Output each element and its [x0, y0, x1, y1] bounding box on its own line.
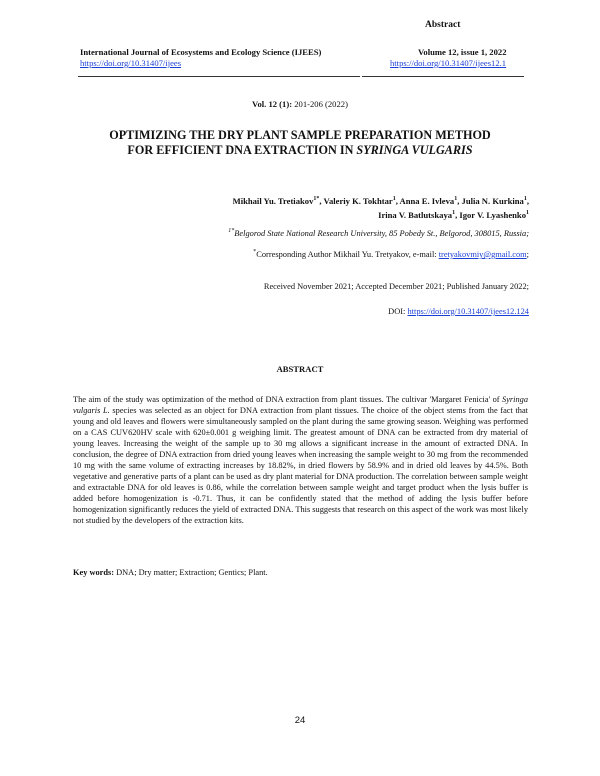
- abstract-body: [73, 394, 528, 526]
- affiliation: [89, 228, 529, 238]
- author-sup: 1: [454, 196, 458, 202]
- author-sup: 1: [523, 196, 527, 202]
- author-name: Igor V. Lyashenko: [459, 209, 526, 220]
- author-sup: 1: [392, 196, 396, 202]
- keywords-text: DNA; Dry matter; Extraction; Gentics; Plant.: [114, 568, 268, 577]
- doi-link[interactable]: https://doi.org/10.31407/ijees12.124: [407, 307, 529, 316]
- author-sup: 1*: [313, 196, 320, 202]
- paper-title: [60, 128, 540, 158]
- issue-doi-link[interactable]: https://doi.org/10.31407/ijees12.1: [390, 58, 507, 68]
- header-abstract-label: Abstract: [425, 20, 461, 30]
- title-species: SYRINGA VULGARIS: [356, 143, 473, 157]
- keywords: [73, 568, 528, 577]
- author-sup: 1: [526, 209, 529, 216]
- corresponding-text: Corresponding Author Mikhail Yu. Tretyakov, e-mail:: [256, 249, 439, 259]
- journal-doi-link[interactable]: https://doi.org/10.31407/ijees: [80, 58, 182, 68]
- issue-header: [390, 47, 507, 69]
- author-sup: 1: [452, 209, 456, 216]
- article-doi: [89, 307, 529, 316]
- abstract-species: Syringa vulgaris L.: [73, 395, 528, 415]
- abstract-text-1: The aim of the study was optimization of the method of DNA extraction from plant tissues. The cultivar 'Margaret Fenicia' of: [73, 395, 503, 404]
- author-list: Mikhail Yu. Tretiakov$^{1*}$, Valeriy K. Tokhtar$^1$, Anna E. Ivleva$^1$, Julia N. Kurkina$^1$, Irina V. Batlutskaya$^1$, Igor V. Lyashenko$^1$: [232, 195, 529, 220]
- author-name: Valeriy K. Tokhtar: [323, 195, 393, 206]
- affiliation-sup: 1*: [228, 228, 235, 234]
- citation-line: [0, 99, 600, 109]
- corresponding-sup: *: [253, 249, 257, 255]
- title-line-1: OPTIMIZING THE DRY PLANT SAMPLE PREPARATION METHOD: [109, 128, 491, 142]
- abstract-heading: ABSTRACT: [276, 364, 324, 374]
- vol-label: Vol. 12 (1):: [252, 99, 293, 109]
- header-rule-left: [78, 76, 360, 77]
- corresponding-end: ;: [526, 249, 529, 259]
- page-number: 24: [294, 715, 306, 726]
- author-name: Anna E. Ivleva: [399, 195, 455, 206]
- title-line-2: FOR EFFICIENT DNA EXTRACTION IN: [127, 143, 357, 157]
- corresponding-email-link[interactable]: tretyakovmiy@gmail.com: [438, 249, 527, 259]
- journal-name: International Journal of Ecosystems and Ecology Science (IJEES): [80, 47, 322, 57]
- affiliation-text: Belgorod State National Research University, 85 Pobedy St., Belgorod, 308015, Russia;: [234, 228, 529, 238]
- volume-issue: Volume 12, issue 1, 2022: [418, 47, 507, 57]
- corresponding-author: [89, 249, 529, 259]
- keywords-label: Key words:: [73, 568, 115, 577]
- doi-label: DOI:: [388, 307, 408, 316]
- author-name: Julia N. Kurkina: [461, 195, 524, 206]
- abstract-text-2: species was selected as an object for DNA extraction from plant tissues. The choice of the object stems from the fact that young and old leaves and flowers were simultaneously sampled on the plant during the same growing season. Weighing was performed on a CAS CUV620HV scale with 620±0.001 g weighing limit. The greatest amount of DNA can be extracted from dry material of young leaves. Increasing the weight of the sample up to 30 mg allows a significant increase in the amount of extracted DNA. In conclusion, the degree of DNA extraction from dried young leaves when increasing the sample weight to 30 mg from the recommended 10 mg with the same volume of extracting increases by 18.82%, in dried flowers by 58.9% and in dried old leaves by 44.5%. Both vegetative and generative parts of a plant can be used as dry plant material for DNA production. The correlation between sample weight and extractable DNA for old leaves is 0.86, while the correlation between sample weight and target product when the lysis buffer is added before homogenization is -0.71. Thus, it can be confidently stated that the method of adding the lysis buffer before homogenization significantly reduces the yield of extracted DNA. This suggests that research on this aspect of the work was most likely not studied by the developers of the extraction kits.: [73, 406, 528, 525]
- author-name: Irina V. Batlutskaya: [378, 209, 453, 220]
- publication-dates: Received November 2021; Accepted December 2021; Published January 2022;: [263, 282, 529, 291]
- pages-year: 201-206 (2022): [292, 99, 348, 109]
- header-rule-right: [362, 76, 524, 77]
- journal-header: [80, 47, 321, 69]
- author-name: Mikhail Yu. Tretiakov: [232, 195, 314, 206]
